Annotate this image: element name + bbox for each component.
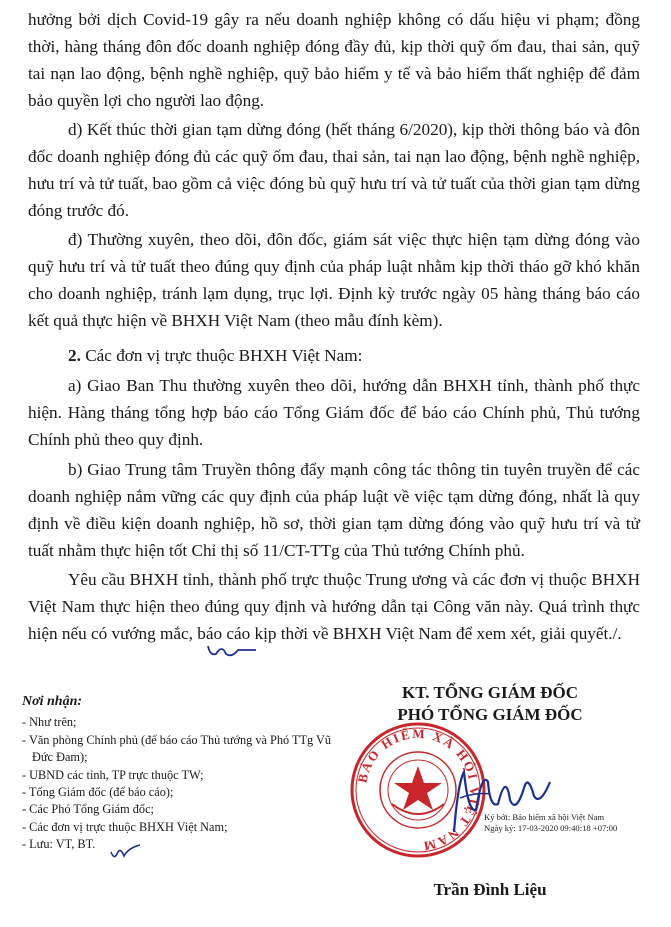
paragraph-a: a) Giao Ban Thu thường xuyên theo dõi, hướng dẫn BHXH tỉnh, thành phố thực hiện. Hàng tháng tổng hợp báo cáo Tổng Giám đốc để báo cáo Chính phủ, Thủ tướng Chính phủ theo quy định. — [28, 376, 640, 449]
recipient-item: - Tổng Giám đốc (để báo cáo); — [22, 785, 174, 800]
section-2-heading — [28, 342, 640, 369]
recipient-item: - UBND các tỉnh, TP trực thuộc TW; — [22, 767, 204, 782]
digital-signature-info — [484, 812, 644, 834]
recipients-title: Nơi nhận: — [22, 694, 83, 709]
signature-line-1: KT. TỔNG GIÁM ĐỐC — [402, 683, 578, 702]
digital-signed-date: Ngày ký: 17-03-2020 09:40:18 +07:00 — [484, 823, 618, 833]
signer-name: Trần Đình Liệu — [433, 880, 547, 899]
recipient-item: - Các Phó Tổng Giám đốc; — [22, 802, 154, 817]
digital-signed-by: Ký bởi: Bảo hiểm xã hội Việt Nam — [484, 812, 605, 822]
recipient-item: - Văn phòng Chính phủ (để báo cáo Thủ tướng và Phó TTg Vũ Đức Đam); — [22, 732, 332, 765]
section-number: 2. — [68, 346, 81, 365]
paragraph-dd: đ) Thường xuyên, theo dõi, đôn đốc, giám sát việc thực hiện tạm dừng đóng vào quỹ hưu trí và tử tuất theo đúng quy định của pháp luật nhằm kịp thời tháo gỡ khó khăn cho doanh nghiệp, tránh lạm dụng, trục lợi. Định kỳ trước ngày 05 hàng tháng báo cáo kết quả thực hiện về BHXH Việt Nam (theo mẫu đính kèm). — [28, 230, 640, 330]
recipients-list — [22, 714, 342, 853]
recipients-block — [22, 693, 342, 854]
initial-scribble — [204, 640, 264, 662]
recipient-item: - Lưu: VT, BT. — [22, 837, 96, 852]
archive-check-scribble — [108, 842, 144, 864]
recipient-item: - Các đơn vị trực thuộc BHXH Việt Nam; — [22, 819, 228, 834]
paragraph-b: b) Giao Trung tâm Truyền thông đẩy mạnh công tác thông tin tuyên truyền để các doanh nghiệp nắm vững các quy định của pháp luật về việc tạm dừng đóng, nhất là quy định về điều kiện doanh nghiệp, hồ sơ, thời gian tạm dừng đóng vào quỹ hưu trí và tử tuất nhằm thực hiện tốt Chỉ thị số 11/CT-TTg của Thủ tướng Chính phủ. — [28, 460, 640, 560]
paragraph-covid-impact: hưởng bởi dịch Covid-19 gây ra nếu doanh nghiệp không có dấu hiệu vi phạm; đồng thời, hàng tháng đôn đốc doanh nghiệp đóng đầy đủ, kịp thời quỹ ốm đau, thai sản, quỹ tai nạn lao động, bệnh nghề nghiệp, quỹ bảo hiểm y tế và bảo hiểm thất nghiệp để đảm bảo quyền lợi cho người lao động. — [28, 10, 640, 110]
signature-line-2: PHÓ TỔNG GIÁM ĐỐC — [397, 705, 583, 724]
paragraph-d: d) Kết thúc thời gian tạm dừng đóng (hết tháng 6/2020), kịp thời thông báo và đôn đốc doanh nghiệp đóng đủ các quỹ ốm đau, thai sản, tai nạn lao động, bệnh nghề nghiệp, hưu trí và tử tuất, bao gồm cả việc đóng bù quỹ hưu trí và tử tuất của thời gian tạm dừng đóng trước đó. — [28, 120, 640, 220]
recipient-item: - Như trên; — [22, 715, 77, 730]
section-title: Các đơn vị trực thuộc BHXH Việt Nam: — [80, 346, 363, 365]
paragraph-closing: Yêu cầu BHXH tỉnh, thành phố trực thuộc Trung ương và các đơn vị thuộc BHXH Việt Nam thực hiện theo đúng quy định và hướng dẫn tại Công văn này. Quá trình thực hiện nếu có vướng mắc, báo cáo kịp thời về BHXH Việt Nam để xem xét, giải quyết./. — [28, 570, 640, 643]
svg-text:BẢO HIỂM XÃ HỘI VIỆT NAM: BẢO HIỂM XÃ HỘI VIỆT NAM — [354, 725, 483, 855]
